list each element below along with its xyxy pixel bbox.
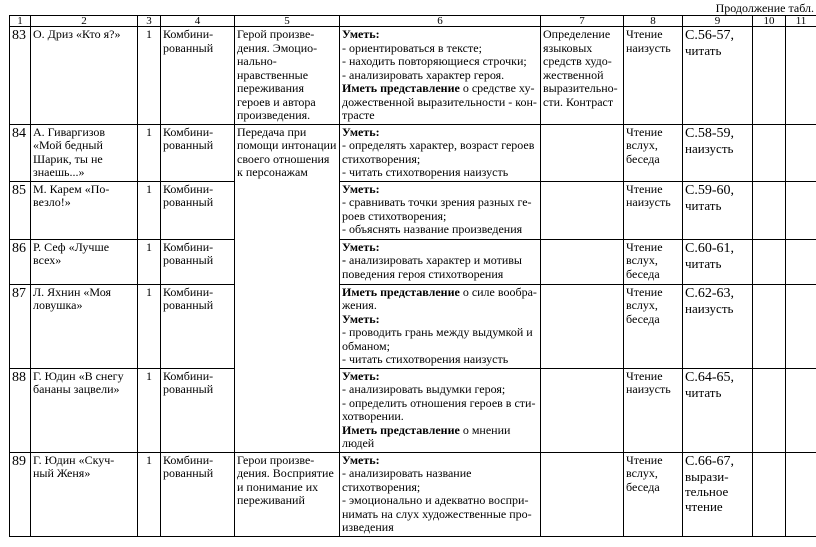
skill-text: - читать стихотворения наизусть	[342, 165, 509, 179]
skill-line	[342, 166, 538, 180]
skill-heading: -	[342, 253, 346, 267]
skill-heading: Иметь представление	[342, 81, 460, 95]
empty-cell	[786, 452, 816, 536]
table-row	[10, 181, 816, 239]
skill-heading: Уметь:	[342, 27, 380, 41]
empty-cell	[786, 284, 816, 368]
lesson-homework	[683, 239, 753, 284]
skill-line	[342, 467, 538, 494]
empty-cell	[753, 368, 786, 452]
lesson-number: 85	[10, 181, 31, 239]
skill-text: о средстве ху-дожественной выразительности - кон-трасте	[342, 81, 537, 122]
homework-task: читать	[685, 197, 722, 213]
empty-cell	[753, 124, 786, 181]
skill-heading: Уметь:	[342, 311, 380, 326]
skill-line	[342, 494, 538, 535]
empty-cell	[786, 124, 816, 181]
skill-text: - ориентироваться в тексте;	[342, 40, 482, 55]
lesson-concepts	[541, 239, 624, 284]
skill-line	[342, 370, 538, 384]
lesson-homework	[683, 284, 753, 368]
empty-cell	[786, 181, 816, 239]
skill-text: - проводить грань между выдумкой и обманом;	[342, 325, 533, 353]
lesson-homework	[683, 27, 753, 125]
empty-cell	[753, 452, 786, 536]
column-number: 9	[683, 16, 753, 27]
empty-cell	[753, 239, 786, 284]
lesson-concepts	[541, 181, 624, 239]
skill-line	[342, 42, 538, 56]
lesson-number: 84	[10, 124, 31, 181]
skill-line	[342, 69, 538, 83]
skill-heading: Уметь:	[342, 452, 380, 467]
lesson-number: 88	[10, 368, 31, 452]
lesson-type: Комбини-рованный	[161, 124, 235, 181]
skill-text: - анализировать характер героя.	[342, 67, 505, 82]
homework-pages: С.64-65,	[685, 369, 734, 385]
skill-heading: Уметь:	[342, 124, 380, 139]
column-number: 8	[624, 16, 683, 27]
lesson-control: Чтение наизусть	[624, 368, 683, 452]
skill-line	[342, 183, 538, 197]
empty-cell	[753, 27, 786, 125]
lesson-skills	[340, 284, 541, 368]
skill-line	[342, 397, 538, 424]
lesson-homework	[683, 452, 753, 536]
lesson-concepts: Определение языковых средств худо-жественной выразительно-сти. Контраст	[541, 27, 624, 125]
lesson-skills	[340, 452, 541, 536]
table-row	[10, 27, 816, 125]
lesson-homework	[683, 181, 753, 239]
skill-text: - эмоционально и адекватно воспри-нимать на слух художественные про-изведения	[342, 493, 532, 534]
homework-pages: С.60-61,	[685, 240, 734, 256]
lesson-number: 83	[10, 27, 31, 125]
lesson-hours: 1	[138, 368, 161, 452]
column-number: 4	[161, 16, 235, 27]
skill-heading: Иметь представление	[342, 422, 460, 437]
lesson-hours: 1	[138, 284, 161, 368]
lesson-type: Комбини-рованный	[161, 181, 235, 239]
lesson-plan-table	[9, 15, 816, 537]
lesson-number: 87	[10, 284, 31, 368]
lesson-control: Чтение наизусть	[624, 27, 683, 125]
skill-line	[342, 82, 538, 123]
lesson-control: Чтение наизусть	[624, 181, 683, 239]
lesson-concepts	[541, 452, 624, 536]
homework-pages: С.58-59,	[685, 125, 734, 141]
lesson-title: Г. Юдин «Скуч-ный Женя»	[31, 452, 138, 536]
skill-text: - находить повторяющиеся строчки;	[342, 54, 527, 68]
lesson-concepts	[541, 368, 624, 452]
lesson-hours: 1	[138, 452, 161, 536]
column-number: 1	[10, 16, 31, 27]
lesson-type: Комбини-рованный	[161, 27, 235, 125]
skill-line	[342, 424, 538, 451]
skill-line	[342, 454, 538, 468]
skill-line	[342, 196, 538, 223]
lesson-number: 89	[10, 452, 31, 536]
skill-heading: Уметь:	[342, 239, 380, 254]
lesson-number: 86	[10, 239, 31, 284]
column-number: 6	[340, 16, 541, 27]
lesson-theme: Передача при помощи интонации своего отношения к персонажам	[235, 124, 340, 452]
empty-cell	[786, 239, 816, 284]
lesson-title: Г. Юдин «В снегу бананы зацвели»	[31, 368, 138, 452]
homework-task: вырази-тельное чтение	[685, 468, 729, 514]
skill-line	[342, 286, 538, 313]
skill-line	[342, 326, 538, 353]
homework-pages: С.56-57,	[685, 28, 734, 43]
column-number: 2	[31, 16, 138, 27]
lesson-title: М. Карем «По-везло!»	[31, 181, 138, 239]
column-number: 3	[138, 16, 161, 27]
skill-text: о силе вообра-жения.	[342, 284, 537, 312]
skill-text: о мнении людей	[342, 422, 511, 450]
homework-task: читать	[685, 255, 722, 271]
skill-line	[342, 139, 538, 166]
lesson-type: Комбини-рованный	[161, 284, 235, 368]
skill-heading: Уметь:	[342, 181, 380, 196]
lesson-skills	[340, 368, 541, 452]
lesson-concepts	[541, 284, 624, 368]
lesson-hours: 1	[138, 239, 161, 284]
lesson-theme: Герои произве-дения. Восприятие и понимание их переживаний	[235, 452, 340, 536]
homework-task: наизусть	[685, 300, 734, 316]
lesson-title: Р. Сеф «Лучше всех»	[31, 239, 138, 284]
lesson-title: А. Гиваргизов «Мой бедный Шарик, ты не знаешь...»	[31, 124, 138, 181]
lesson-skills	[340, 239, 541, 284]
lesson-control: Чтение вслух, беседа	[624, 452, 683, 536]
lesson-control: Чтение вслух, беседа	[624, 284, 683, 368]
lesson-homework	[683, 368, 753, 452]
lesson-control: Чтение вслух, беседа	[624, 124, 683, 181]
lesson-type: Комбини-рованный	[161, 452, 235, 536]
skill-line	[342, 55, 538, 69]
skill-text: - читать стихотворения наизусть	[342, 352, 509, 366]
skill-line	[342, 241, 538, 255]
empty-cell	[753, 181, 786, 239]
lesson-control: Чтение вслух, беседа	[624, 239, 683, 284]
skill-line	[342, 383, 538, 397]
homework-task: читать	[685, 43, 722, 58]
homework-task: наизусть	[685, 140, 734, 156]
skill-heading: Уметь:	[342, 368, 380, 383]
column-number: 11	[786, 16, 816, 27]
lesson-title: О. Дриз «Кто я?»	[31, 27, 138, 125]
table-caption: Продолжение табл.	[715, 1, 814, 15]
skill-line	[342, 28, 538, 42]
homework-pages: С.66-67,	[685, 453, 734, 469]
lesson-skills	[340, 181, 541, 239]
skill-line	[342, 254, 538, 281]
table-row	[10, 368, 816, 452]
lesson-theme: Герой произве-дения. Эмоцио-нально-нравственные переживания героев и автора произведения.	[235, 27, 340, 125]
lesson-hours: 1	[138, 27, 161, 125]
skill-text: анализировать характер и мотивы поведения героя стихотворения	[342, 253, 522, 281]
lesson-skills	[340, 27, 541, 125]
lesson-skills	[340, 124, 541, 181]
empty-cell	[786, 368, 816, 452]
lesson-title: Л. Яхнин «Моя ловушка»	[31, 284, 138, 368]
empty-cell	[786, 27, 816, 125]
column-number: 7	[541, 16, 624, 27]
skill-text: - определять характер, возраст героев стихотворения;	[342, 138, 535, 166]
skill-line	[342, 353, 538, 367]
empty-cell	[753, 284, 786, 368]
table-row	[10, 124, 816, 181]
column-number-row	[10, 16, 816, 27]
table-row	[10, 452, 816, 536]
skill-line	[342, 223, 538, 237]
lesson-homework	[683, 124, 753, 181]
skill-text: - сравнивать точки зрения разных ге-роев стихотворения;	[342, 195, 532, 223]
lesson-type: Комбини-рованный	[161, 239, 235, 284]
lesson-hours: 1	[138, 124, 161, 181]
skill-line	[342, 126, 538, 140]
lesson-concepts	[541, 124, 624, 181]
skill-line	[342, 313, 538, 327]
skill-text: - анализировать выдумки героя;	[342, 382, 506, 396]
homework-pages: С.59-60,	[685, 182, 734, 198]
skill-text: - объяснять название произведения	[342, 222, 523, 236]
lesson-hours: 1	[138, 181, 161, 239]
column-number: 5	[235, 16, 340, 27]
column-number: 10	[753, 16, 786, 27]
table-row	[10, 239, 816, 284]
table-row	[10, 284, 816, 368]
skill-text: - определить отношения героев в сти-хотворении.	[342, 395, 536, 423]
homework-task: читать	[685, 384, 722, 400]
homework-pages: С.62-63,	[685, 285, 734, 301]
skill-heading: Иметь представление	[342, 284, 460, 299]
skill-text: - анализировать название стихотворения;	[342, 466, 472, 494]
lesson-type: Комбини-рованный	[161, 368, 235, 452]
